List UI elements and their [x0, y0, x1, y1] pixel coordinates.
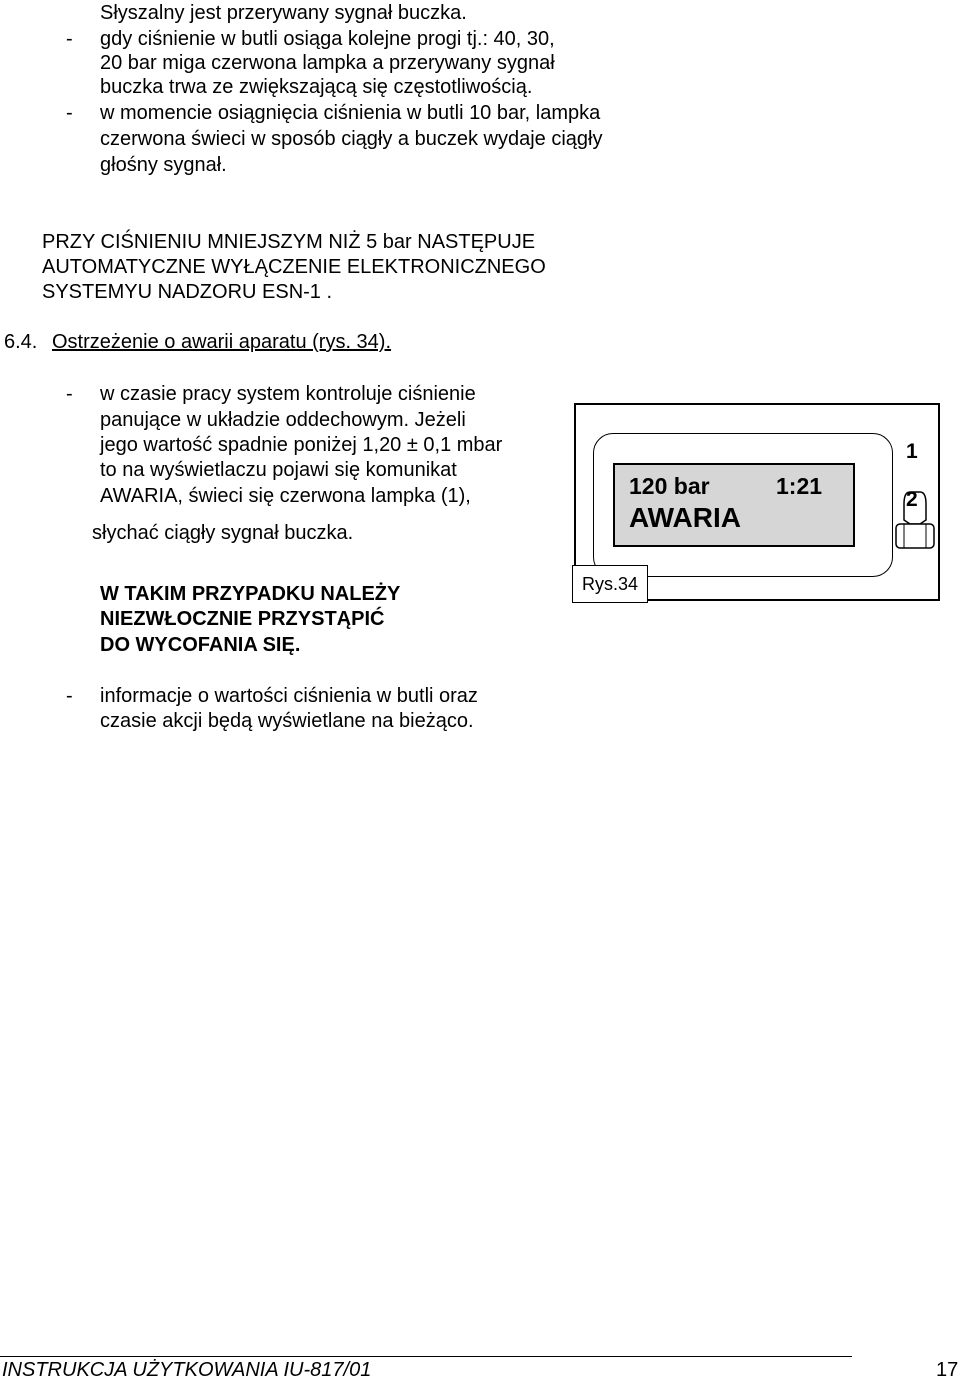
figure-caption: Rys.34 [572, 565, 648, 603]
display-time: 1:21 [776, 473, 823, 499]
page-number: 17 [936, 1359, 959, 1381]
warning-line3: DO WYCOFANIA SIĘ. [100, 634, 301, 656]
notice-line1: PRZY CIŚNIENIU MNIEJSZYM NIŻ 5 bar NASTĘPUJE [42, 231, 536, 253]
display-message: AWARIA [629, 502, 741, 533]
bullet-dash: - [66, 102, 73, 124]
para-line6: słychać ciągły sygnał buczka. [92, 522, 354, 544]
notice-line2: AUTOMATYCZNE WYŁĄCZENIE ELEKTRONICZNEGO [42, 256, 546, 278]
intro-line: Słyszalny jest przerywany sygnał buczka. [100, 2, 467, 24]
section-title: Ostrzeżenie o awarii aparatu (rys. 34). [52, 331, 392, 353]
bullet1-line3: buczka trwa ze zwiększającą się częstotliwością. [100, 76, 533, 98]
bullet2-line1: w momencie osiągnięcia ciśnienia w butli 10 bar, lampka [100, 102, 601, 124]
para-line4: to na wyświetlaczu pojawi się komunikat [100, 459, 457, 481]
callout-lamp: 1 [906, 440, 918, 463]
bullet1-line1: gdy ciśnienie w butli osiąga kolejne progi tj.: 40, 30, [100, 28, 555, 50]
info-line2: czasie akcji będą wyświetlane na bieżąco. [100, 710, 474, 732]
callout-buzzer: 2 [906, 488, 918, 511]
bullet-dash: - [66, 685, 73, 707]
para-line1: w czasie pracy system kontroluje ciśnienie [100, 383, 476, 405]
para-line3: jego wartość spadnie poniżej 1,20 ± 0,1 mbar [100, 434, 503, 456]
warning-line2: NIEZWŁOCZNIE PRZYSTĄPIĆ [100, 608, 385, 630]
footer-title: INSTRUKCJA UŻYTKOWANIA IU-817/01 [2, 1359, 372, 1381]
bullet1-line2: 20 bar miga czerwona lampka a przerywany sygnał [100, 52, 555, 74]
para-line2: panujące w układzie oddechowym. Jeżeli [100, 409, 466, 431]
bullet-dash: - [66, 28, 73, 50]
para-line5: AWARIA, świeci się czerwona lampka (1), [100, 485, 471, 507]
bullet2-line2: czerwona świeci w sposób ciągły a buczek wydaje ciągły [100, 128, 603, 150]
bullet-dash: - [66, 383, 73, 405]
section-number: 6.4. [4, 331, 38, 353]
display-pressure: 120 bar [629, 473, 710, 499]
bullet2-line3: głośny sygnał. [100, 154, 227, 176]
notice-line3: SYSTEMYU NADZORU ESN-1 . [42, 281, 333, 303]
info-line1: informacje o wartości ciśnienia w butli oraz [100, 685, 478, 707]
warning-line1: W TAKIM PRZYPADKU NALEŻY [100, 583, 401, 605]
